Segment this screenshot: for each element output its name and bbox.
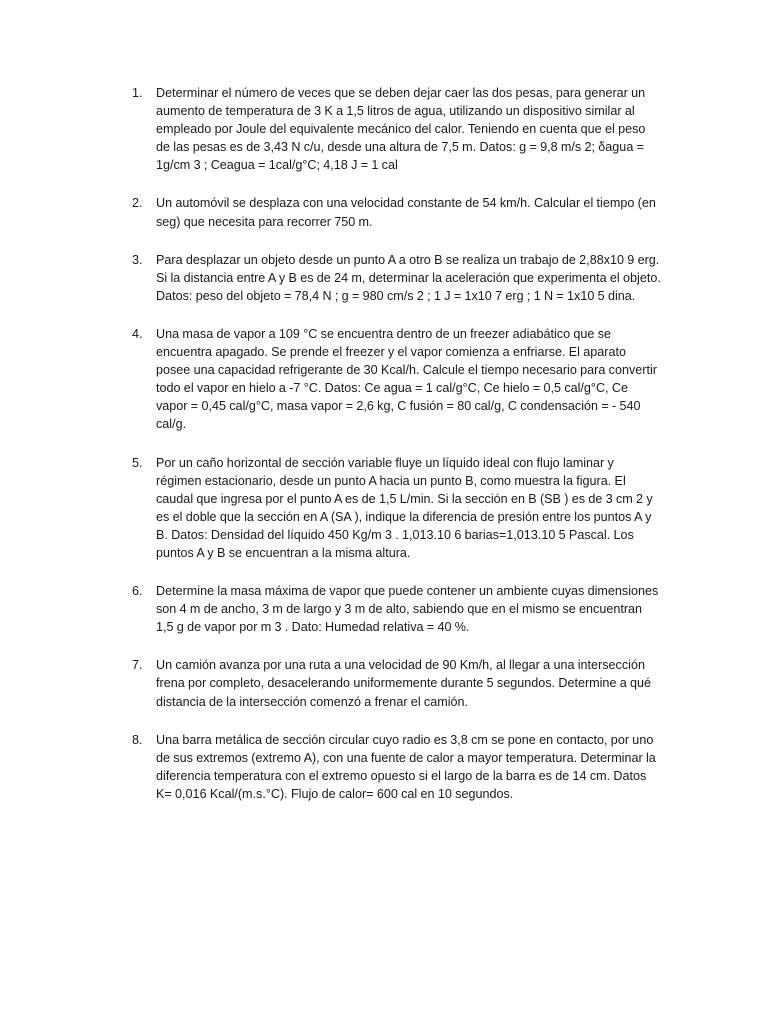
problem-item bbox=[132, 251, 662, 305]
problem-text: Determinar el número de veces que se deben dejar caer las dos pesas, para generar un aumento de temperatura de 3 K a 1,5 litros de agua, utilizando un dispositivo similar al empleado por Joule del equivalente mecánico del calor. Teniendo en cuenta que el peso de las pesas es de 3,43 N c/u, desde una altura de 7,5 m. Datos: g = 9,8 m/s 2; δagua = 1g/cm 3 ; Ceagua = 1cal/g°C; 4,18 J = 1 cal bbox=[156, 86, 646, 173]
problem-text: Determine la masa máxima de vapor que puede contener un ambiente cuyas dimensiones son 4 m de ancho, 3 m de largo y 3 m de alto, sabiendo que en el mismo se encuentran 1,5 g de vapor por m 3 . Dato: Humedad relativa = 40 %. bbox=[156, 584, 659, 635]
problem-item bbox=[132, 656, 662, 710]
problem-number: 8. bbox=[132, 732, 143, 747]
problem-number: 1. bbox=[132, 86, 143, 100]
problem-text: Un automóvil se desplaza con una velocidad constante de 54 km/h. Calcular el tiempo (en seg) que necesita para recorrer 750 m. bbox=[156, 196, 656, 229]
problem-text: Por un caño horizontal de sección variable fluye un líquido ideal con flujo laminar y régimen estacionario, desde un punto A hacia un punto B, como muestra la figura. El caudal que ingresa por el punto A es de 1,5 L/min. Si la sección en B (SB ) es de 3 cm 2 y es el doble que la sección en A (SA ), indique la diferencia de presión entre los puntos A y B. Datos: Densidad del líquido 450 Kg/m 3 . 1,013.10 6 barias=1,013.10 5 Pascal. Los puntos A y B se encuentran a la misma altura. bbox=[156, 455, 653, 560]
problem-number: 3. bbox=[132, 252, 143, 267]
problem-text: Un camión avanza por una ruta a una velocidad de 90 Km/h, al llegar a una intersección frena por completo, desacelerando uniformemente durante 5 segundos. Determine a qué distancia de la intersección comenzó a frenar el camión. bbox=[156, 658, 652, 709]
problem-text: Una masa de vapor a 109 °C se encuentra dentro de un freezer adiabático que se encuentra apagado. Se prende el freezer y el vapor comienza a enfriarse. El aparato posee una capacidad refrigerante de 30 Kcal/h. Calcule el tiempo necesario para convertir todo el vapor en hielo a -7 °C. Datos: Ce agua = 1 cal/g°C, Ce hielo = 0,5 cal/g°C, Ce vapor = 0,45 cal/g°C, masa vapor = 2,6 kg, C fusión = 80 cal/g, C condensación = - 540 cal/g. bbox=[156, 326, 657, 432]
problem-item bbox=[132, 582, 662, 636]
problem-item bbox=[132, 325, 662, 434]
problem-text: Para desplazar un objeto desde un punto A a otro B se realiza un trabajo de 2,88x10 9 erg. Si la distancia entre A y B es de 24 m, determinar la aceleración que experimenta el objeto. Datos: peso del objeto = 78,4 N ; g = 980 cm/s 2 ; 1 J = 1x10 7 erg ; 1 N = 1x10 5 dina. bbox=[156, 252, 661, 303]
problem-number: 6. bbox=[132, 584, 143, 599]
problem-number: 7. bbox=[132, 658, 143, 673]
problem-number: 5. bbox=[132, 455, 143, 470]
problem-list bbox=[132, 84, 662, 823]
problem-item bbox=[132, 194, 662, 230]
problem-number: 2. bbox=[132, 196, 143, 211]
problem-item bbox=[132, 731, 662, 803]
problem-number: 4. bbox=[132, 326, 143, 341]
problem-text: Una barra metálica de sección circular cuyo radio es 3,8 cm se pone en contacto, por uno de sus extremos (extremo A), con una fuente de calor a mayor temperatura. Determinar la diferencia temperatura con el extremo opuesto si el largo de la barra es de 14 cm. Datos K= 0,016 Kcal/(m.s.°C). Flujo de calor= 600 cal en 10 segundos. bbox=[156, 732, 656, 801]
problem-item bbox=[132, 454, 662, 563]
problem-item bbox=[132, 84, 662, 174]
